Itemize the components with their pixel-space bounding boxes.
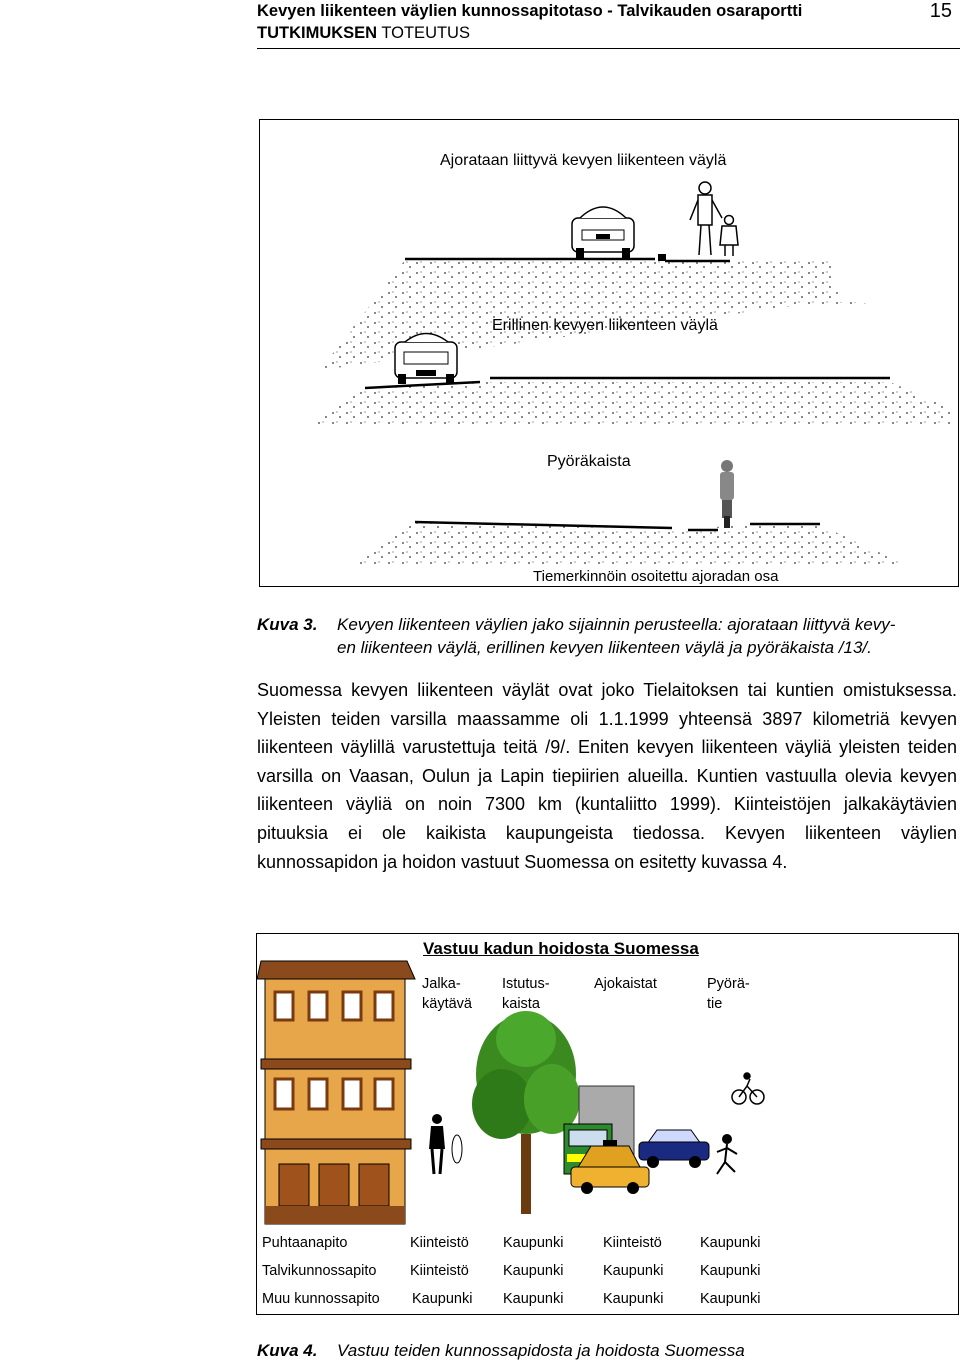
section-rest: TOTEUTUS (377, 24, 470, 42)
tree-icon (472, 1011, 580, 1214)
road-illustrations (260, 120, 959, 587)
caption-line-2: en liikenteen väylä, erillinen kevyen liikenteen väylä ja pyöräkaista /13/. (337, 638, 872, 657)
section-bold: TUTKIMUKSEN (257, 24, 378, 42)
figure-4: Vastuu kadun hoidosta Suomessa Jalka- käytävä Istutus- kaista Ajokaistat Pyörä- tie Puhtaanapito Kiinteistö Kaupunki Kiinteistö Kaupunki Talvikunnossapito Kiinteistö Kaupunki Kaupunki Kaupunki Muu kunnossapito Kaupunki Kaupunki Kaupunki Kaupunki (256, 933, 959, 1315)
column-header-bikepath: Pyörä- tie (707, 976, 750, 1012)
car-icon (639, 1130, 709, 1168)
column-header-sidewalk: Jalka- käytävä (422, 976, 472, 1012)
column-header-lanes: Ajokaistat (594, 976, 657, 992)
car-icon (572, 207, 634, 258)
body-paragraph: Suomessa kevyen liikenteen väylät ovat joko Tielaitoksen tai kuntien omistuksessa. Yleisten teiden varsilla maassamme oli 1.1.1999 yhteensä 3897 kilometriä kevyen liikenteen väylillä varustettuja teitä /9/. Eniten kevyen liikenteen väyliä yleisten teiden varsilla on Vaasan, Oulun ja Lapin tiepiirien alueilla. Kuntien vastuulla olevia kevyen liikenteen väyliä on noin 7300 km (kuntaliitto 1999). Kiinteistöjen jalkakäytävien pituuksia ei ole kaikista kaupungeista tiedossa. Kevyen liikenteen väylien kunnossapidon ja hoidon vastuut Suomessa on esitetty kuvassa 4. (257, 680, 957, 872)
page-number: 15 (929, 0, 952, 22)
caption-text-4: Vastuu teiden kunnossapidosta ja hoidosta Suomessa (337, 1341, 745, 1360)
pedestrian-icon (429, 1114, 462, 1174)
running-header-title: Kevyen liikenteen väylien kunnossapitotaso - Talvikauden osaraportti (257, 2, 803, 20)
bicycle-icon (732, 1073, 764, 1104)
embankment-2 (310, 382, 950, 425)
caption-label: Kuva 3. (257, 615, 318, 634)
pedestrians-icon (690, 182, 738, 256)
figure-3 (259, 119, 959, 587)
figure-3-caption (257, 613, 957, 661)
embankment-3 (350, 522, 900, 565)
label-bike-lane: Pyöräkaista (547, 453, 631, 470)
cyclist-icon (720, 460, 734, 528)
label-adjacent-path: Ajorataan liittyvä kevyen liikenteen väylä (440, 152, 727, 169)
figure-4-title: Vastuu kadun hoidosta Suomessa (423, 939, 699, 958)
running-header-section (257, 22, 470, 44)
header-rule (257, 48, 960, 49)
label-road-marking: Tiemerkinnöin osoitettu ajoradan osa (533, 568, 779, 585)
townhouse-icon (257, 961, 415, 1224)
column-header-planting: Istutus- kaista (502, 976, 550, 1012)
runner-icon (717, 1135, 737, 1174)
curb-icon (658, 254, 666, 261)
label-separate-path: Erillinen kevyen liikenteen väylä (492, 317, 718, 334)
caption-line-1: Kevyen liikenteen väylien jako sijainnin perusteella: ajorataan liittyvä kevy- (337, 615, 896, 634)
caption-label-4: Kuva 4. (257, 1341, 318, 1360)
figure-4-caption (257, 1339, 957, 1362)
